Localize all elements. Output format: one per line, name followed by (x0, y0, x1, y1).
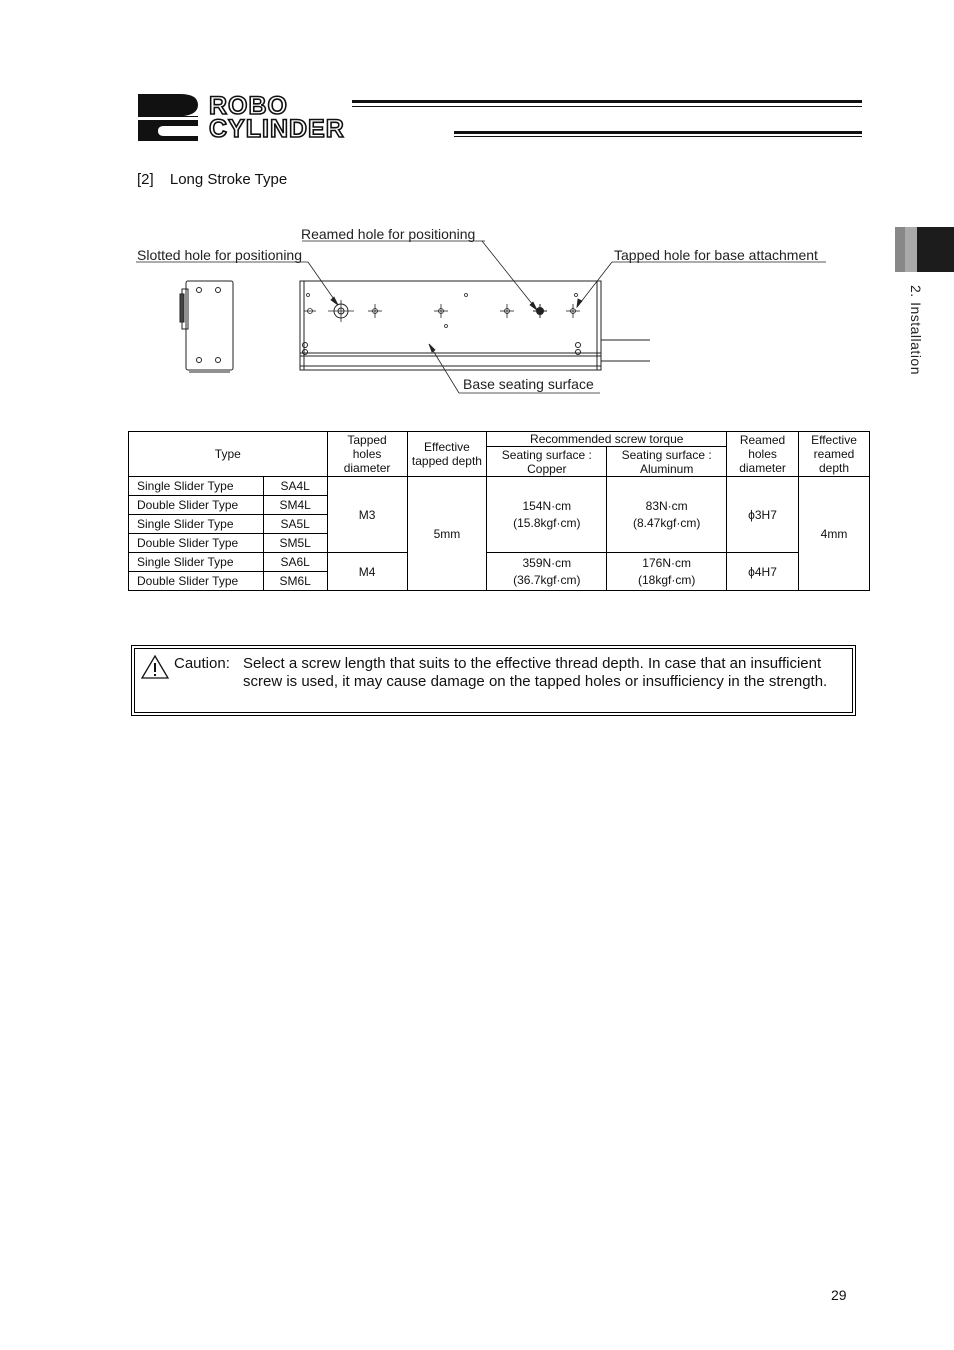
aluminum-value: 83N·cm (645, 499, 688, 513)
row-model: SA6L (263, 553, 327, 572)
chapter-label: 2. Installation (908, 285, 924, 375)
copper-value: 359N·cm (522, 556, 572, 570)
side-tab-marker-mid (905, 227, 917, 272)
header-torque: Recommended screw torque (487, 432, 727, 447)
label-reamed-hole: Reamed hole for positioning (301, 226, 476, 242)
section-heading (137, 171, 287, 188)
page-number: 29 (831, 1287, 847, 1303)
section-title: Long Stroke Type (169, 171, 288, 188)
cell-reamed-group2: ϕ4H7 (727, 553, 799, 591)
row-type: Double Slider Type (129, 572, 264, 591)
row-model: SA4L (263, 477, 327, 496)
cell-eff-tapped-depth: 5mm (407, 477, 487, 591)
row-type: Single Slider Type (129, 515, 264, 534)
cell-tapped-m4: M4 (327, 553, 407, 591)
cell-tapped-m3: M3 (327, 477, 407, 553)
row-model: SA5L (263, 515, 327, 534)
header-rule-bottom-thin (454, 136, 862, 137)
side-view-drawing (180, 281, 233, 372)
aluminum-value: 176N·cm (642, 556, 691, 570)
cell-copper-group2 (487, 553, 607, 591)
header-type: Type (129, 432, 328, 477)
header-seat-aluminum: Seating surface : Aluminum (607, 447, 727, 477)
header-effective-reamed: Effective reamed depth (799, 432, 870, 477)
cell-eff-reamed-depth: 4mm (799, 477, 870, 591)
robo-cylinder-logo (136, 92, 866, 144)
header-reamed-holes: Reamed holes diameter (727, 432, 799, 477)
cell-aluminum-group2 (607, 553, 727, 591)
row-model: SM6L (263, 572, 327, 591)
cell-copper-group1 (487, 477, 607, 553)
section-number: [2] (137, 171, 154, 188)
header-rule-bottom (454, 131, 862, 134)
cell-reamed-group1: ϕ3H7 (727, 477, 799, 553)
copper-value: 154N·cm (522, 499, 572, 513)
copper-value-kgf: (36.7kgf·cm) (513, 573, 581, 587)
copper-value-kgf: (15.8kgf·cm) (513, 516, 581, 530)
label-tapped-hole: Tapped hole for base attachment (614, 247, 818, 263)
top-view-drawing (300, 281, 650, 370)
aluminum-value-kgf: (8.47kgf·cm) (632, 516, 701, 530)
row-model: SM4L (263, 496, 327, 515)
caution-box (131, 645, 856, 716)
header-effective-tapped: Effective tapped depth (407, 432, 487, 477)
logo-word-cylinder: CYLINDER (209, 115, 345, 143)
logo-word-robo: ROBO (209, 92, 288, 120)
warning-triangle-icon (140, 654, 170, 680)
cell-aluminum-group1 (607, 477, 727, 553)
screw-spec-table (128, 431, 870, 591)
row-type: Single Slider Type (129, 477, 264, 496)
header-seat-copper: Seating surface : Copper (487, 447, 607, 477)
row-type: Double Slider Type (129, 496, 264, 515)
row-type: Double Slider Type (129, 534, 264, 553)
row-model: SM5L (263, 534, 327, 553)
label-slotted-hole: Slotted hole for positioning (137, 247, 302, 263)
header-tapped-holes: Tapped holes diameter (327, 432, 407, 477)
caution-label: Caution: (174, 655, 230, 672)
aluminum-value-kgf: (18kgf·cm) (637, 573, 696, 587)
side-tab-marker-dark (917, 227, 954, 272)
header-rule-top (352, 100, 862, 103)
row-type: Single Slider Type (129, 553, 264, 572)
header-rule-top-thin (352, 106, 862, 107)
caution-text: Select a screw length that suits to the effective thread depth. In case that an insufficient screw is used, it may cause damage on the tapped holes or insufficiency in the strength. (243, 655, 828, 690)
rc-logo-icon (136, 92, 206, 142)
label-base-surface: Base seating surface (463, 376, 594, 392)
